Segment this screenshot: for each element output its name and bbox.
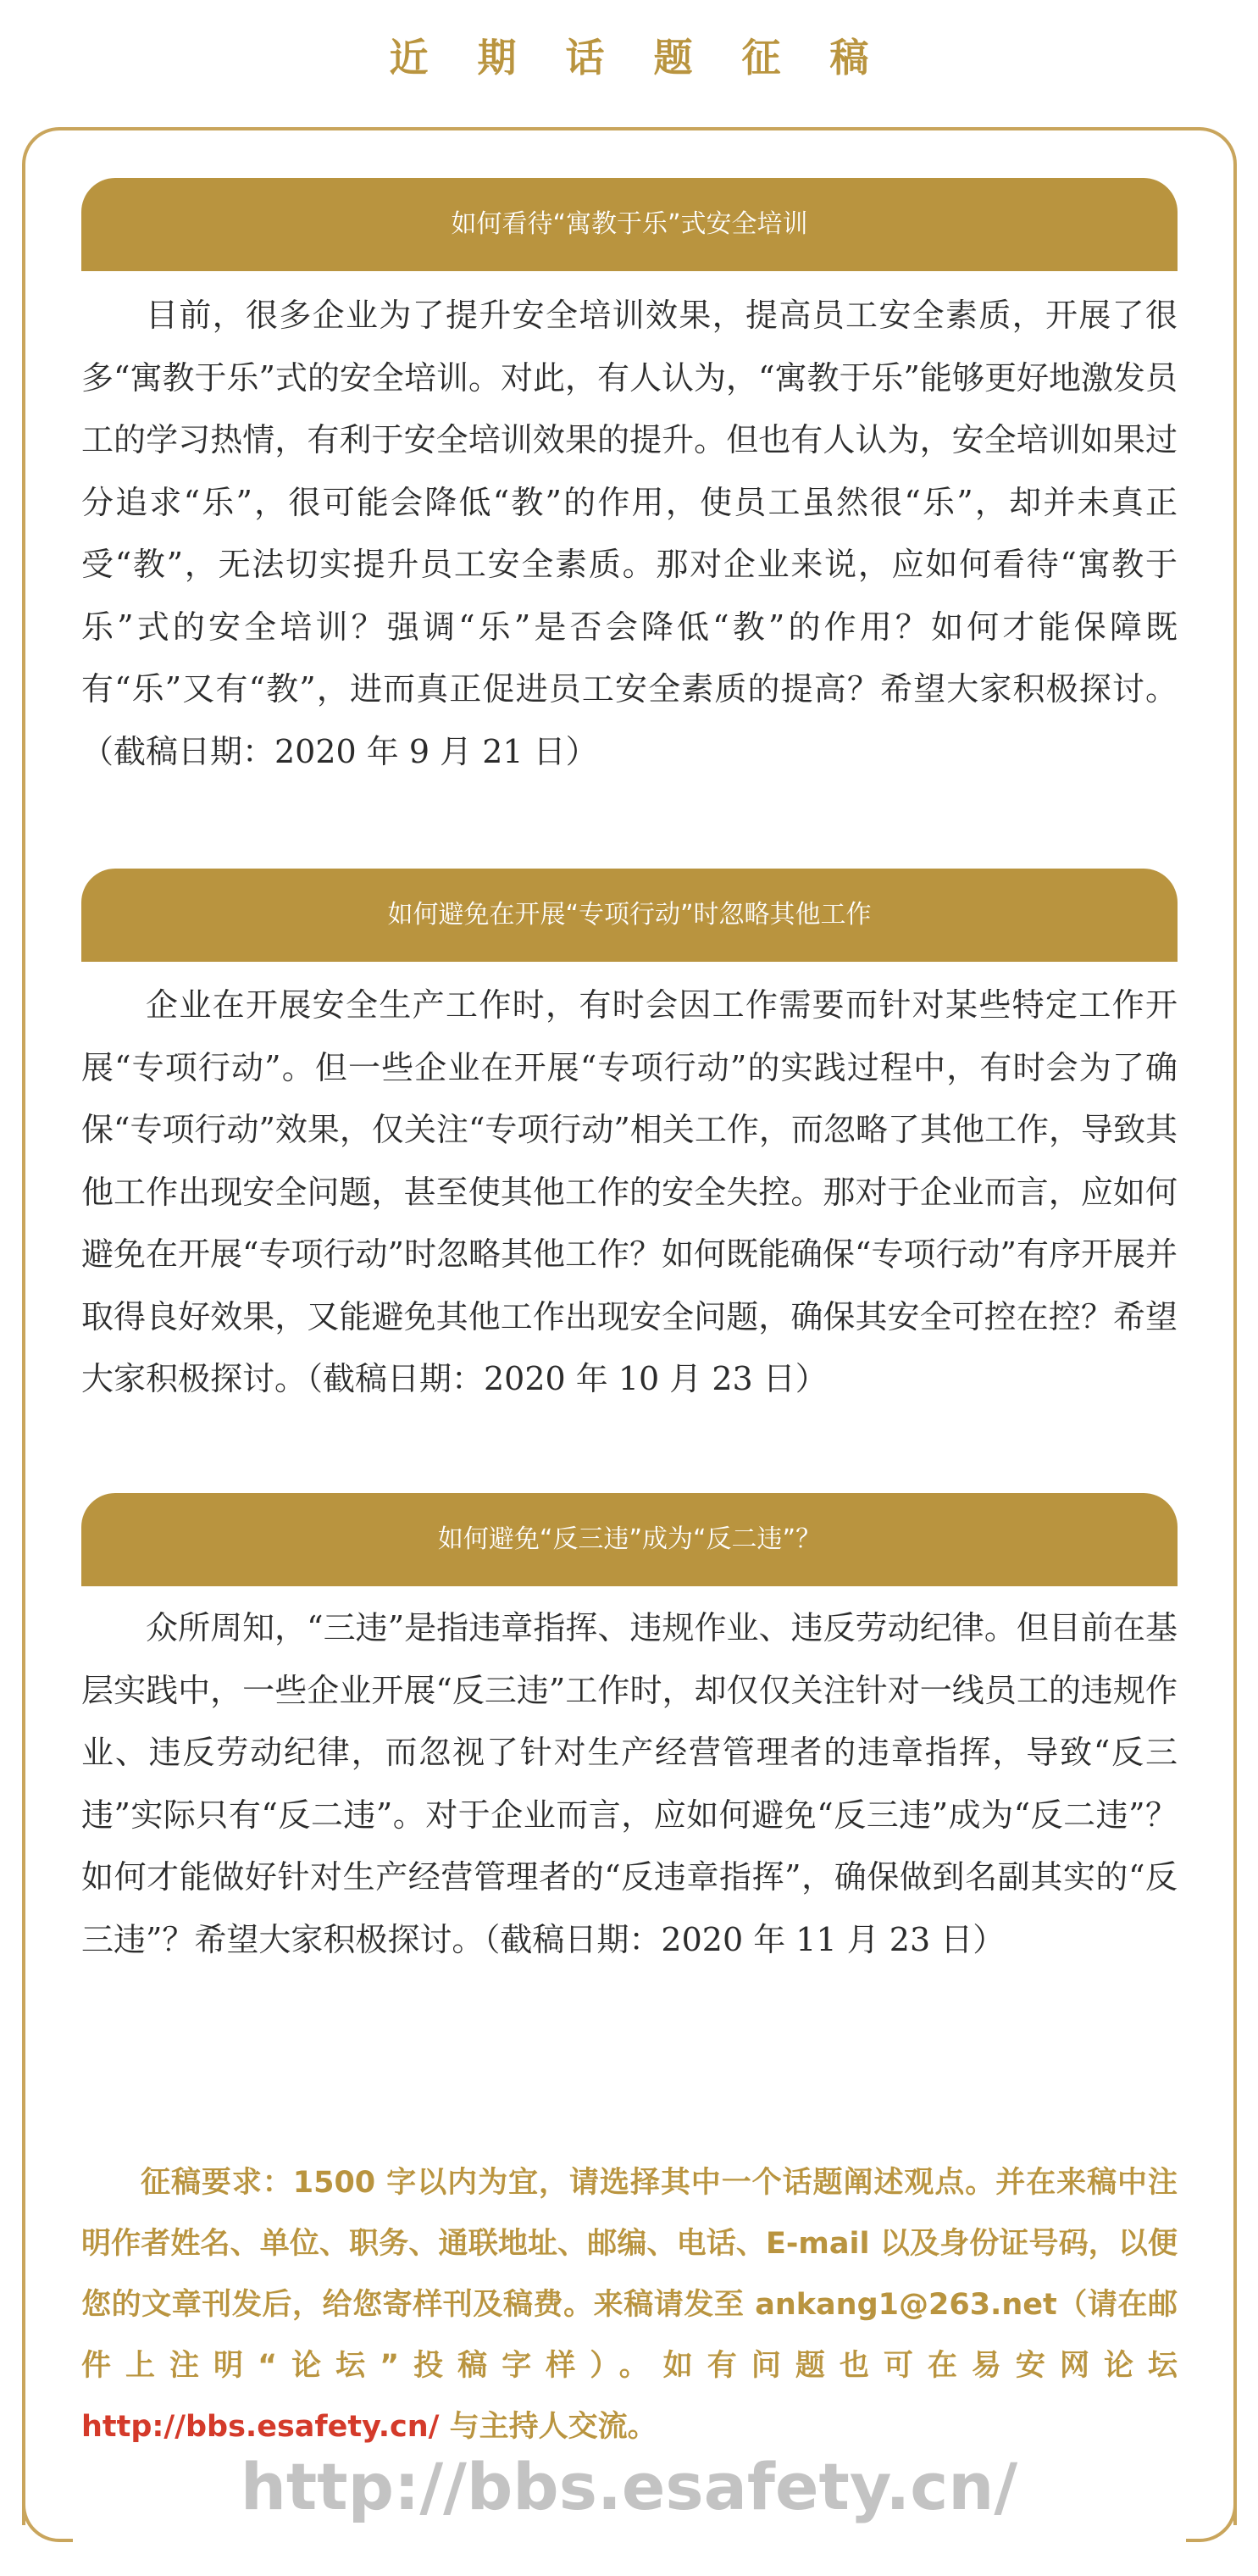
requirements-text: 征稿要求：1500 字以内为宜，请选择其中一个话题阐述观点。并在来稿中注明作者姓名、单位、职务、通联地址、邮编、电话、E-mail 以及身份证号码，以便您的文章刊发后，给您寄样刊及稿费。来稿请发至 ankang1@263.net（请在邮件上注明“论坛”投稿字样）。如有问题也可在易安网论坛 <box>81 2166 1178 2383</box>
topic-3-title: 如何避免“反三违”成为“反二违”？ <box>81 1493 1178 1586</box>
topic-1-title: 如何看待“寓教于乐”式安全培训 <box>81 178 1178 271</box>
page-title: 近期话题征稿 <box>389 35 918 80</box>
topic-2-title: 如何避免在开展“专项行动”时忽略其他工作 <box>81 869 1178 962</box>
watermark: http://bbs.esafety.cn/ <box>240 2449 1018 2524</box>
topic-2-body: 企业在开展安全生产工作时，有时会因工作需要而针对某些特定工作开展“专项行动”。但一些企业在开展“专项行动”的实践过程中，有时会为了确保“专项行动”效果，仅关注“专项行动”相关工作，而忽略了其他工作，导致其他工作出现安全问题，甚至使其他工作的安全失控。那对于企业而言，应如何避免在开展“专项行动”时忽略其他工作？如何既能确保“专项行动”有序开展并取得良好效果，又能避免其他工作出现安全问题，确保其安全可控在控？希望大家积极探讨。（截稿日期：2020 年 10 月 23 日） <box>81 986 1178 1397</box>
requirements-text-end: 与主持人交流。 <box>439 2410 657 2444</box>
submission-requirements <box>81 2152 1178 2457</box>
forum-link[interactable]: http://bbs.esafety.cn/ <box>81 2410 440 2444</box>
topic-1-body: 目前，很多企业为了提升安全培训效果，提高员工安全素质，开展了很多“寓教于乐”式的安全培训。对此，有人认为，“寓教于乐”能够更好地激发员工的学习热情，有利于安全培训效果的提升。但也有人认为，安全培训如果过分追求“乐”，很可能会降低“教”的作用，使员工虽然很“乐”，却并未真正受“教”，无法切实提升员工安全素质。那对企业来说，应如何看待“寓教于乐”式的安全培训？强调“乐”是否会降低“教”的作用？如何才能保障既有“乐”又有“教”，进而真正促进员工安全素质的提高？希望大家积极探讨。（截稿日期：2020 年 9 月 21 日） <box>81 297 1178 770</box>
topic-3-body: 众所周知，“三违”是指违章指挥、违规作业、违反劳动纪律。但目前在基层实践中，一些企业开展“反三违”工作时，却仅仅关注针对一线员工的违规作业、违反劳动纪律，而忽视了针对生产经营管理者的违章指挥，导致“反三违”实际只有“反二违”。对于企业而言，应如何避免“反三违”成为“反二违”？如何才能做好针对生产经营管理者的“反违章指挥”，确保做到名副其实的“反三违”？希望大家积极探讨。（截稿日期：2020 年 11 月 23 日） <box>81 1609 1178 1958</box>
